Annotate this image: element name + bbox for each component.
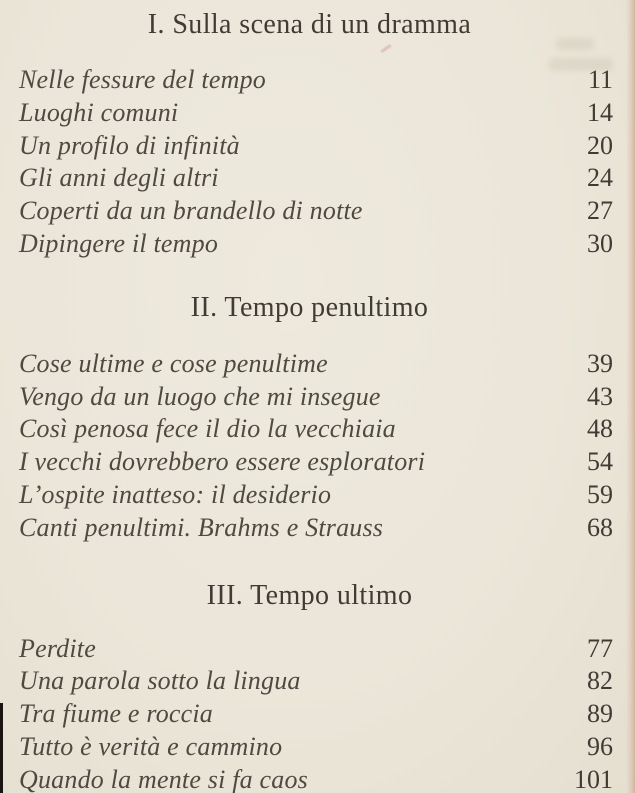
toc-row xyxy=(19,381,613,414)
toc-entry-page: 30 xyxy=(587,228,613,258)
toc-entry-title: L’ospite inatteso: il desiderio xyxy=(19,479,332,509)
toc-row xyxy=(19,130,613,163)
toc-entries xyxy=(0,64,635,261)
toc-row xyxy=(19,195,613,228)
toc-entry-title: Tra fiume e roccia xyxy=(19,699,214,729)
toc-entry-page: 43 xyxy=(587,381,613,411)
toc-entry-page: 68 xyxy=(587,512,613,542)
section-heading: II. Tempo penultimo xyxy=(190,291,429,323)
toc-entry-page: 77 xyxy=(587,633,613,663)
bleedthrough-mark xyxy=(549,58,613,71)
toc-entry-page: 11 xyxy=(587,65,613,94)
toc-row xyxy=(19,413,613,446)
toc-section-1 xyxy=(0,0,635,261)
toc-entries xyxy=(0,633,635,793)
toc-entry-title: Perdite xyxy=(19,633,96,663)
toc-entry-title: Un profilo di infinità xyxy=(19,130,240,160)
toc-row xyxy=(19,64,613,97)
toc-entry-title: Dipingere il tempo xyxy=(19,228,219,258)
toc-entry-title: Coperti da un brandello di notte xyxy=(19,196,363,226)
toc-entry-page: 82 xyxy=(587,666,613,696)
toc-row xyxy=(19,731,613,764)
toc-entry-title: Quando la mente si fa caos xyxy=(19,764,309,793)
toc-row xyxy=(19,162,613,195)
toc-row xyxy=(19,764,613,793)
toc-entry-title: Canti penultimi. Brahms e Strauss xyxy=(19,512,384,542)
toc-entry-title: Così penosa fece il dio la vecchiaia xyxy=(19,414,396,444)
toc-entry-title: Tutto è verità e cammino xyxy=(19,731,283,761)
toc-row xyxy=(19,348,613,381)
toc-entry-page: 96 xyxy=(587,731,613,761)
toc-entry-page: 39 xyxy=(587,348,613,378)
toc-entry-page: 54 xyxy=(587,447,613,477)
toc-entry-page: 48 xyxy=(587,414,613,444)
toc-section-3 xyxy=(0,545,635,793)
toc-row xyxy=(19,97,613,130)
toc-row xyxy=(19,698,613,731)
toc-entry-page: 101 xyxy=(574,764,613,793)
toc-entry-page: 27 xyxy=(587,196,613,226)
toc-entry-title: Luoghi comuni xyxy=(19,97,179,127)
toc-entry-title: Gli anni degli altri xyxy=(19,163,219,193)
toc-entry-page: 14 xyxy=(587,97,613,127)
scan-corner-artifact xyxy=(0,703,3,793)
toc-entry-page: 24 xyxy=(587,163,613,193)
toc-entry-title: Una parola sotto la lingua xyxy=(19,666,301,696)
toc-entry-title: I vecchi dovrebbero essere esploratori xyxy=(19,447,426,477)
toc-row xyxy=(19,228,613,261)
toc-row xyxy=(19,446,613,479)
section-heading: I. Sulla scena di un dramma xyxy=(147,9,472,40)
toc-entry-title: Nelle fessure del tempo xyxy=(19,65,266,94)
toc-entry-title: Cose ultime e cose penultime xyxy=(19,348,328,378)
section-heading: III. Tempo ultimo xyxy=(206,579,413,611)
bleedthrough-mark xyxy=(556,38,594,50)
toc-entry-page: 20 xyxy=(587,130,613,160)
toc-entry-title: Vengo da un luogo che mi insegue xyxy=(19,381,381,411)
toc-entry-page: 59 xyxy=(587,479,613,509)
toc-row xyxy=(19,512,613,545)
toc-entries xyxy=(0,348,635,545)
toc-row xyxy=(19,665,613,698)
toc-section-2 xyxy=(0,261,635,545)
toc-entry-page: 89 xyxy=(587,699,613,729)
toc-row xyxy=(19,633,613,666)
toc-row xyxy=(19,479,613,512)
